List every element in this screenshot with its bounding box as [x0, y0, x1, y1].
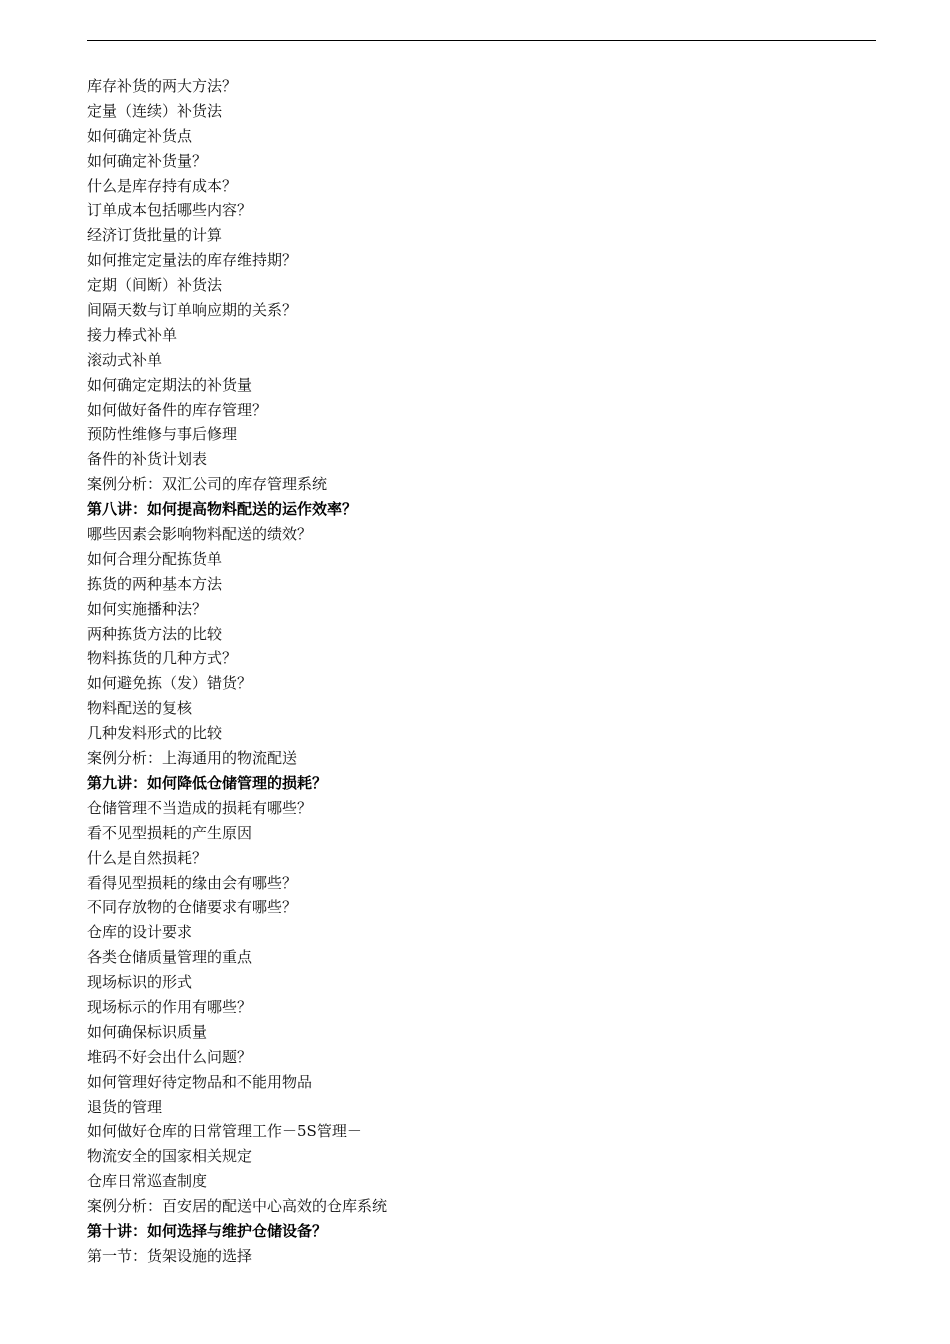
- outline-item: 堆码不好会出什么问题？: [87, 1047, 253, 1066]
- outline-item: 案例分析：双汇公司的库存管理系统: [87, 475, 328, 494]
- outline-item: 现场标示的作用有哪些？: [87, 997, 253, 1016]
- outline-item: 看不见型损耗的产生原因: [87, 823, 253, 842]
- outline-item: 不同存放物的仓储要求有哪些？: [87, 898, 298, 917]
- outline-item: 备件的补货计划表: [87, 450, 208, 469]
- outline-item: 定量（连续）补货法: [87, 101, 223, 120]
- outline-item: 仓库的设计要求: [87, 923, 193, 942]
- outline-item: 如何合理分配拣货单: [87, 549, 223, 568]
- section-heading: 第十讲：如何选择与维护仓储设备？: [87, 1221, 328, 1240]
- outline-item: 预防性维修与事后修理: [87, 425, 238, 444]
- outline-item: 案例分析：上海通用的物流配送: [87, 749, 298, 768]
- outline-item: 如何做好备件的库存管理？: [87, 400, 268, 419]
- outline-item: 如何确保标识质量: [87, 1022, 208, 1041]
- outline-item: 库存补货的两大方法？: [87, 77, 238, 95]
- outline-item: 什么是库存持有成本？: [87, 176, 238, 195]
- outline-item: 两种拣货方法的比较: [87, 624, 223, 643]
- outline-item: 订单成本包括哪些内容？: [87, 201, 253, 220]
- outline-item: 现场标识的形式: [87, 973, 193, 992]
- outline-item: 拣货的两种基本方法: [87, 574, 223, 593]
- outline-item: 几种发料形式的比较: [87, 724, 223, 743]
- outline-item: 物流安全的国家相关规定: [87, 1147, 253, 1166]
- outline-item: 退货的管理: [87, 1097, 163, 1116]
- outline-item: 物料拣货的几种方式？: [87, 649, 238, 668]
- outline-item: 看得见型损耗的缘由会有哪些？: [87, 873, 298, 892]
- outline-item: 如何做好仓库的日常管理工作－5S管理－: [87, 1122, 362, 1141]
- outline-item: 案例分析：百安居的配送中心高效的仓库系统: [87, 1197, 388, 1216]
- outline-item: 仓库日常巡查制度: [87, 1172, 208, 1191]
- outline-item: 仓储管理不当造成的损耗有哪些？: [87, 798, 313, 817]
- outline-item: 如何确定补货点: [87, 126, 193, 145]
- section-heading: 第九讲：如何降低仓储管理的损耗？: [87, 773, 328, 792]
- outline-item: 如何确定定期法的补货量: [87, 375, 253, 394]
- outline-item: 物料配送的复核: [87, 699, 193, 718]
- outline-item: 如何避免拣（发）错货？: [87, 674, 253, 693]
- outline-item: 间隔天数与订单响应期的关系？: [87, 301, 298, 320]
- outline-item: 经济订货批量的计算: [87, 226, 223, 245]
- outline-list: [87, 74, 876, 1269]
- outline-item: 第一节：货架设施的选择: [87, 1246, 253, 1265]
- outline-item: 什么是自然损耗？: [87, 848, 208, 867]
- outline-item: 如何管理好待定物品和不能用物品: [87, 1072, 313, 1091]
- outline-item: 滚动式补单: [87, 350, 163, 369]
- outline-item: 如何推定定量法的库存维持期？: [87, 251, 298, 270]
- section-heading: 第八讲：如何提高物料配送的运作效率？: [87, 500, 358, 519]
- outline-item: 如何实施播种法？: [87, 599, 208, 618]
- outline-item: 如何确定补货量？: [87, 151, 208, 170]
- outline-item: 哪些因素会影响物料配送的绩效？: [87, 525, 313, 544]
- outline-item: 各类仓储质量管理的重点: [87, 948, 253, 967]
- header-rule: [87, 40, 876, 41]
- outline-item: 定期（间断）补货法: [87, 276, 223, 295]
- outline-item: 接力棒式补单: [87, 325, 178, 344]
